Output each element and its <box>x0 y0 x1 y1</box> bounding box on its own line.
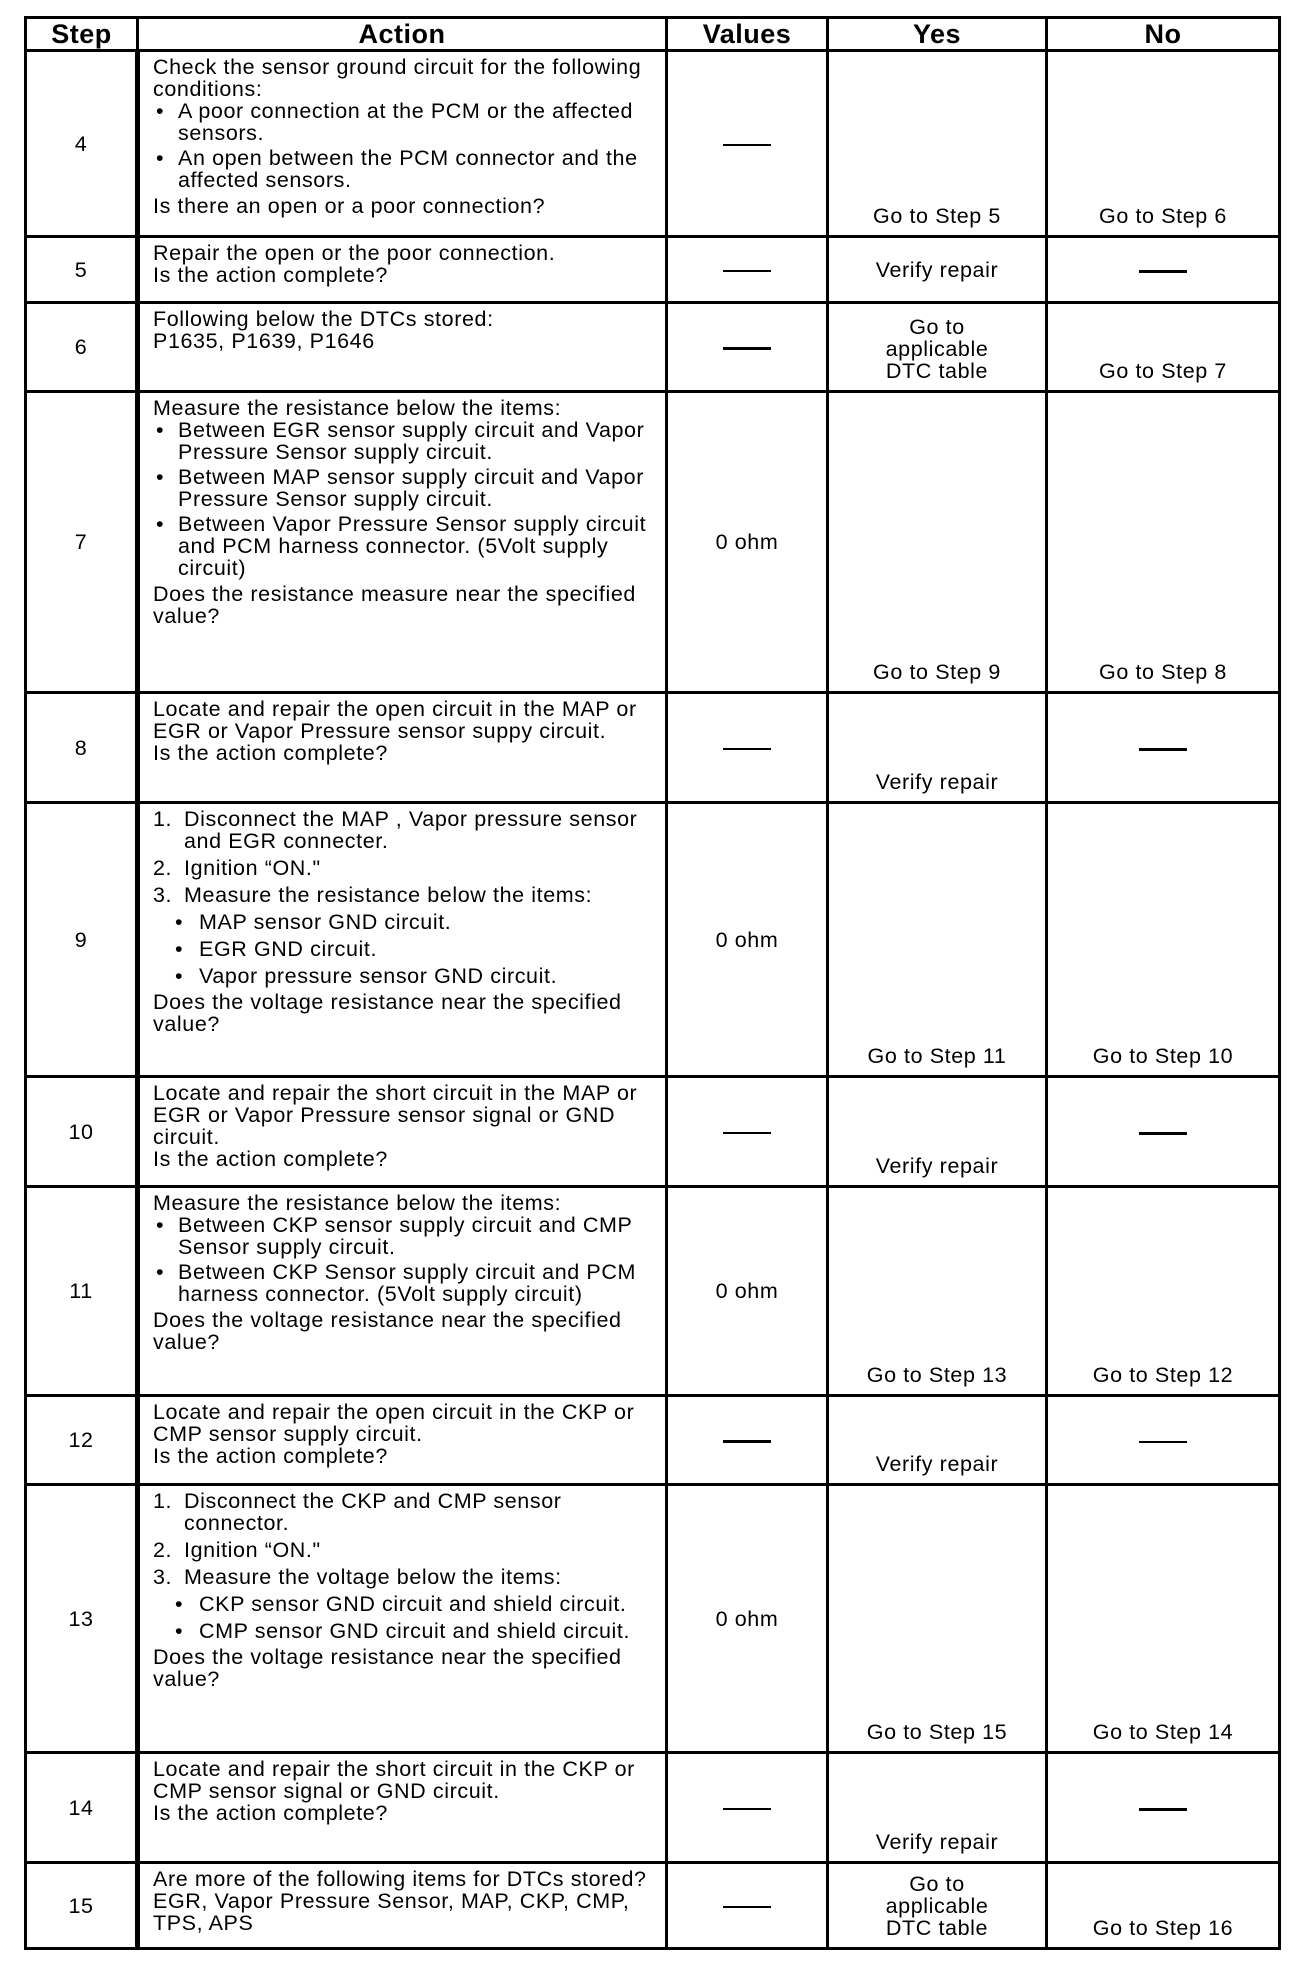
dash-mark <box>1139 270 1187 273</box>
dash-mark <box>1139 1132 1187 1135</box>
action-lead: Measure the resistance below the items: <box>153 1191 562 1215</box>
values-cell: 0 ohm <box>667 1187 828 1396</box>
action-cell <box>138 1753 667 1863</box>
step-number: 12 <box>26 1396 138 1485</box>
table-row <box>26 1187 1280 1396</box>
no-cell <box>1047 1396 1280 1485</box>
action-question: Does the voltage resistance near the specified value? <box>153 1308 622 1354</box>
action-line: Is the action complete? <box>153 1801 388 1825</box>
step-number: 8 <box>26 693 138 803</box>
step-marker: 3. <box>153 883 173 907</box>
action-cell <box>138 1863 667 1949</box>
dash-mark <box>1139 1808 1187 1811</box>
action-step <box>153 884 657 906</box>
step-marker: 2. <box>153 1538 173 1562</box>
yes-cell: Verify repair <box>828 1396 1047 1485</box>
action-cell <box>138 303 667 392</box>
table-row <box>26 51 1280 237</box>
action-question: Does the voltage resistance near the specified value? <box>153 990 622 1036</box>
action-bullet: • Between MAP sensor supply circuit and Vapor Pressure Sensor supply circuit. <box>153 466 657 510</box>
action-cell <box>138 1485 667 1753</box>
header-yes: Yes <box>828 18 1047 51</box>
no-cell: Go to Step 8 <box>1047 392 1280 693</box>
yes-text: Go to applicable DTC table <box>885 1872 989 1940</box>
step-text: Measure the voltage below the items: <box>184 1565 562 1589</box>
no-cell <box>1047 1753 1280 1863</box>
action-step <box>153 1539 657 1561</box>
action-cell <box>138 237 667 303</box>
table-row <box>26 303 1280 392</box>
action-line: Is the action complete? <box>153 263 388 287</box>
action-line: Is the action complete? <box>153 741 388 765</box>
header-step: Step <box>26 18 138 51</box>
action-line: P1635, P1639, P1646 <box>153 329 375 353</box>
dash-mark <box>1139 1441 1187 1444</box>
values-cell <box>667 1863 828 1949</box>
step-number: 10 <box>26 1077 138 1187</box>
dash-mark <box>723 748 771 751</box>
table-row <box>26 693 1280 803</box>
values-cell: 0 ohm <box>667 1485 828 1753</box>
table-row <box>26 1077 1280 1187</box>
yes-cell: Verify repair <box>828 1077 1047 1187</box>
no-cell: Go to Step 12 <box>1047 1187 1280 1396</box>
step-marker: 3. <box>153 1565 173 1589</box>
action-sub-bullet: • CKP sensor GND circuit and shield circuit. <box>153 1593 657 1615</box>
values-cell <box>667 1396 828 1485</box>
no-cell: Go to Step 10 <box>1047 803 1280 1077</box>
values-cell <box>667 1077 828 1187</box>
action-cell <box>138 51 667 237</box>
dash-mark <box>723 144 771 147</box>
table-row <box>26 1863 1280 1949</box>
values-cell <box>667 51 828 237</box>
no-cell <box>1047 237 1280 303</box>
table-row <box>26 1753 1280 1863</box>
action-question: Is there an open or a poor connection? <box>153 194 546 218</box>
yes-cell <box>828 1863 1047 1949</box>
action-question: Does the resistance measure near the specified value? <box>153 582 636 628</box>
header-action: Action <box>138 18 667 51</box>
header-values: Values <box>667 18 828 51</box>
step-number: 7 <box>26 392 138 693</box>
step-number: 13 <box>26 1485 138 1753</box>
action-cell <box>138 1187 667 1396</box>
action-bullet: • Between EGR sensor supply circuit and Vapor Pressure Sensor supply circuit. <box>153 419 657 463</box>
action-line: Is the action complete? <box>153 1147 388 1171</box>
action-line: Following below the DTCs stored: <box>153 307 494 331</box>
action-bullet: • An open between the PCM connector and the affected sensors. <box>153 147 657 191</box>
no-cell <box>1047 693 1280 803</box>
action-line: Locate and repair the short circuit in the CKP or CMP sensor signal or GND circuit. <box>153 1757 635 1803</box>
no-cell <box>1047 1077 1280 1187</box>
no-cell: Go to Step 6 <box>1047 51 1280 237</box>
step-text: Ignition “ON." <box>184 1538 321 1562</box>
step-text: Disconnect the CKP and CMP sensor connector. <box>184 1489 562 1535</box>
action-step <box>153 808 657 852</box>
action-line: Are more of the following items for DTCs stored? EGR, Vapor Pressure Sensor, MAP, CKP, CMP, TPS, APS <box>153 1867 647 1935</box>
no-cell: Go to Step 14 <box>1047 1485 1280 1753</box>
diagnostic-table <box>24 16 1281 1950</box>
action-line: Repair the open or the poor connection. <box>153 241 556 265</box>
dash-mark <box>1139 748 1187 751</box>
action-sub-bullet: • MAP sensor GND circuit. <box>153 911 657 933</box>
yes-cell: Go to Step 13 <box>828 1187 1047 1396</box>
action-sub-bullet: • CMP sensor GND circuit and shield circuit. <box>153 1620 657 1642</box>
yes-text: Go to applicable DTC table <box>885 315 989 383</box>
dash-mark <box>723 347 771 350</box>
yes-cell: Verify repair <box>828 237 1047 303</box>
action-cell <box>138 1396 667 1485</box>
yes-cell: Verify repair <box>828 1753 1047 1863</box>
step-number: 14 <box>26 1753 138 1863</box>
action-bullet: • Between CKP Sensor supply circuit and PCM harness connector. (5Volt supply circuit) <box>153 1261 657 1305</box>
step-marker: 1. <box>153 1489 173 1513</box>
step-number: 5 <box>26 237 138 303</box>
values-cell <box>667 1753 828 1863</box>
values-cell <box>667 693 828 803</box>
dash-mark <box>723 1906 771 1909</box>
step-text: Ignition “ON." <box>184 856 321 880</box>
step-number: 6 <box>26 303 138 392</box>
action-sub-bullet: • Vapor pressure sensor GND circuit. <box>153 965 657 987</box>
yes-cell: Go to Step 15 <box>828 1485 1047 1753</box>
values-cell <box>667 237 828 303</box>
step-text: Disconnect the MAP , Vapor pressure sensor and EGR connecter. <box>184 807 638 853</box>
table-row <box>26 1485 1280 1753</box>
action-lead: Check the sensor ground circuit for the following conditions: <box>153 55 642 101</box>
table-row <box>26 803 1280 1077</box>
step-number: 4 <box>26 51 138 237</box>
step-number: 15 <box>26 1863 138 1949</box>
action-cell <box>138 392 667 693</box>
yes-cell: Verify repair <box>828 693 1047 803</box>
action-cell <box>138 1077 667 1187</box>
diagnostic-sheet <box>24 16 1278 1950</box>
header-row <box>26 18 1280 51</box>
step-marker: 1. <box>153 807 173 831</box>
table-row <box>26 1396 1280 1485</box>
action-bullet: • Between CKP sensor supply circuit and CMP Sensor supply circuit. <box>153 1214 657 1258</box>
action-line: Locate and repair the open circuit in the MAP or EGR or Vapor Pressure sensor suppy circuit. <box>153 697 637 743</box>
values-cell <box>667 303 828 392</box>
dash-mark <box>723 270 771 273</box>
action-lead: Measure the resistance below the items: <box>153 396 562 420</box>
values-cell: 0 ohm <box>667 392 828 693</box>
header-no: No <box>1047 18 1280 51</box>
step-text: Measure the resistance below the items: <box>184 883 593 907</box>
no-cell: Go to Step 16 <box>1047 1863 1280 1949</box>
action-question: Does the voltage resistance near the specified value? <box>153 1645 622 1691</box>
action-cell <box>138 693 667 803</box>
action-step <box>153 1490 657 1534</box>
action-line: Locate and repair the open circuit in the CKP or CMP sensor supply circuit. <box>153 1400 635 1446</box>
action-line: Is the action complete? <box>153 1444 388 1468</box>
action-step <box>153 857 657 879</box>
action-sub-bullet: • EGR GND circuit. <box>153 938 657 960</box>
table-row <box>26 392 1280 693</box>
yes-cell <box>828 303 1047 392</box>
values-cell: 0 ohm <box>667 803 828 1077</box>
dash-mark <box>723 1440 771 1443</box>
step-marker: 2. <box>153 856 173 880</box>
action-bullet: • Between Vapor Pressure Sensor supply circuit and PCM harness connector. (5Volt supply circuit) <box>153 513 657 579</box>
yes-cell: Go to Step 9 <box>828 392 1047 693</box>
dash-mark <box>723 1808 771 1811</box>
no-cell: Go to Step 7 <box>1047 303 1280 392</box>
yes-cell: Go to Step 11 <box>828 803 1047 1077</box>
action-cell <box>138 803 667 1077</box>
action-bullet: • A poor connection at the PCM or the affected sensors. <box>153 100 657 144</box>
step-number: 11 <box>26 1187 138 1396</box>
step-number: 9 <box>26 803 138 1077</box>
table-row <box>26 237 1280 303</box>
yes-cell: Go to Step 5 <box>828 51 1047 237</box>
action-step <box>153 1566 657 1588</box>
dash-mark <box>723 1132 771 1135</box>
action-line: Locate and repair the short circuit in the MAP or EGR or Vapor Pressure sensor signal or GND circuit. <box>153 1081 638 1149</box>
